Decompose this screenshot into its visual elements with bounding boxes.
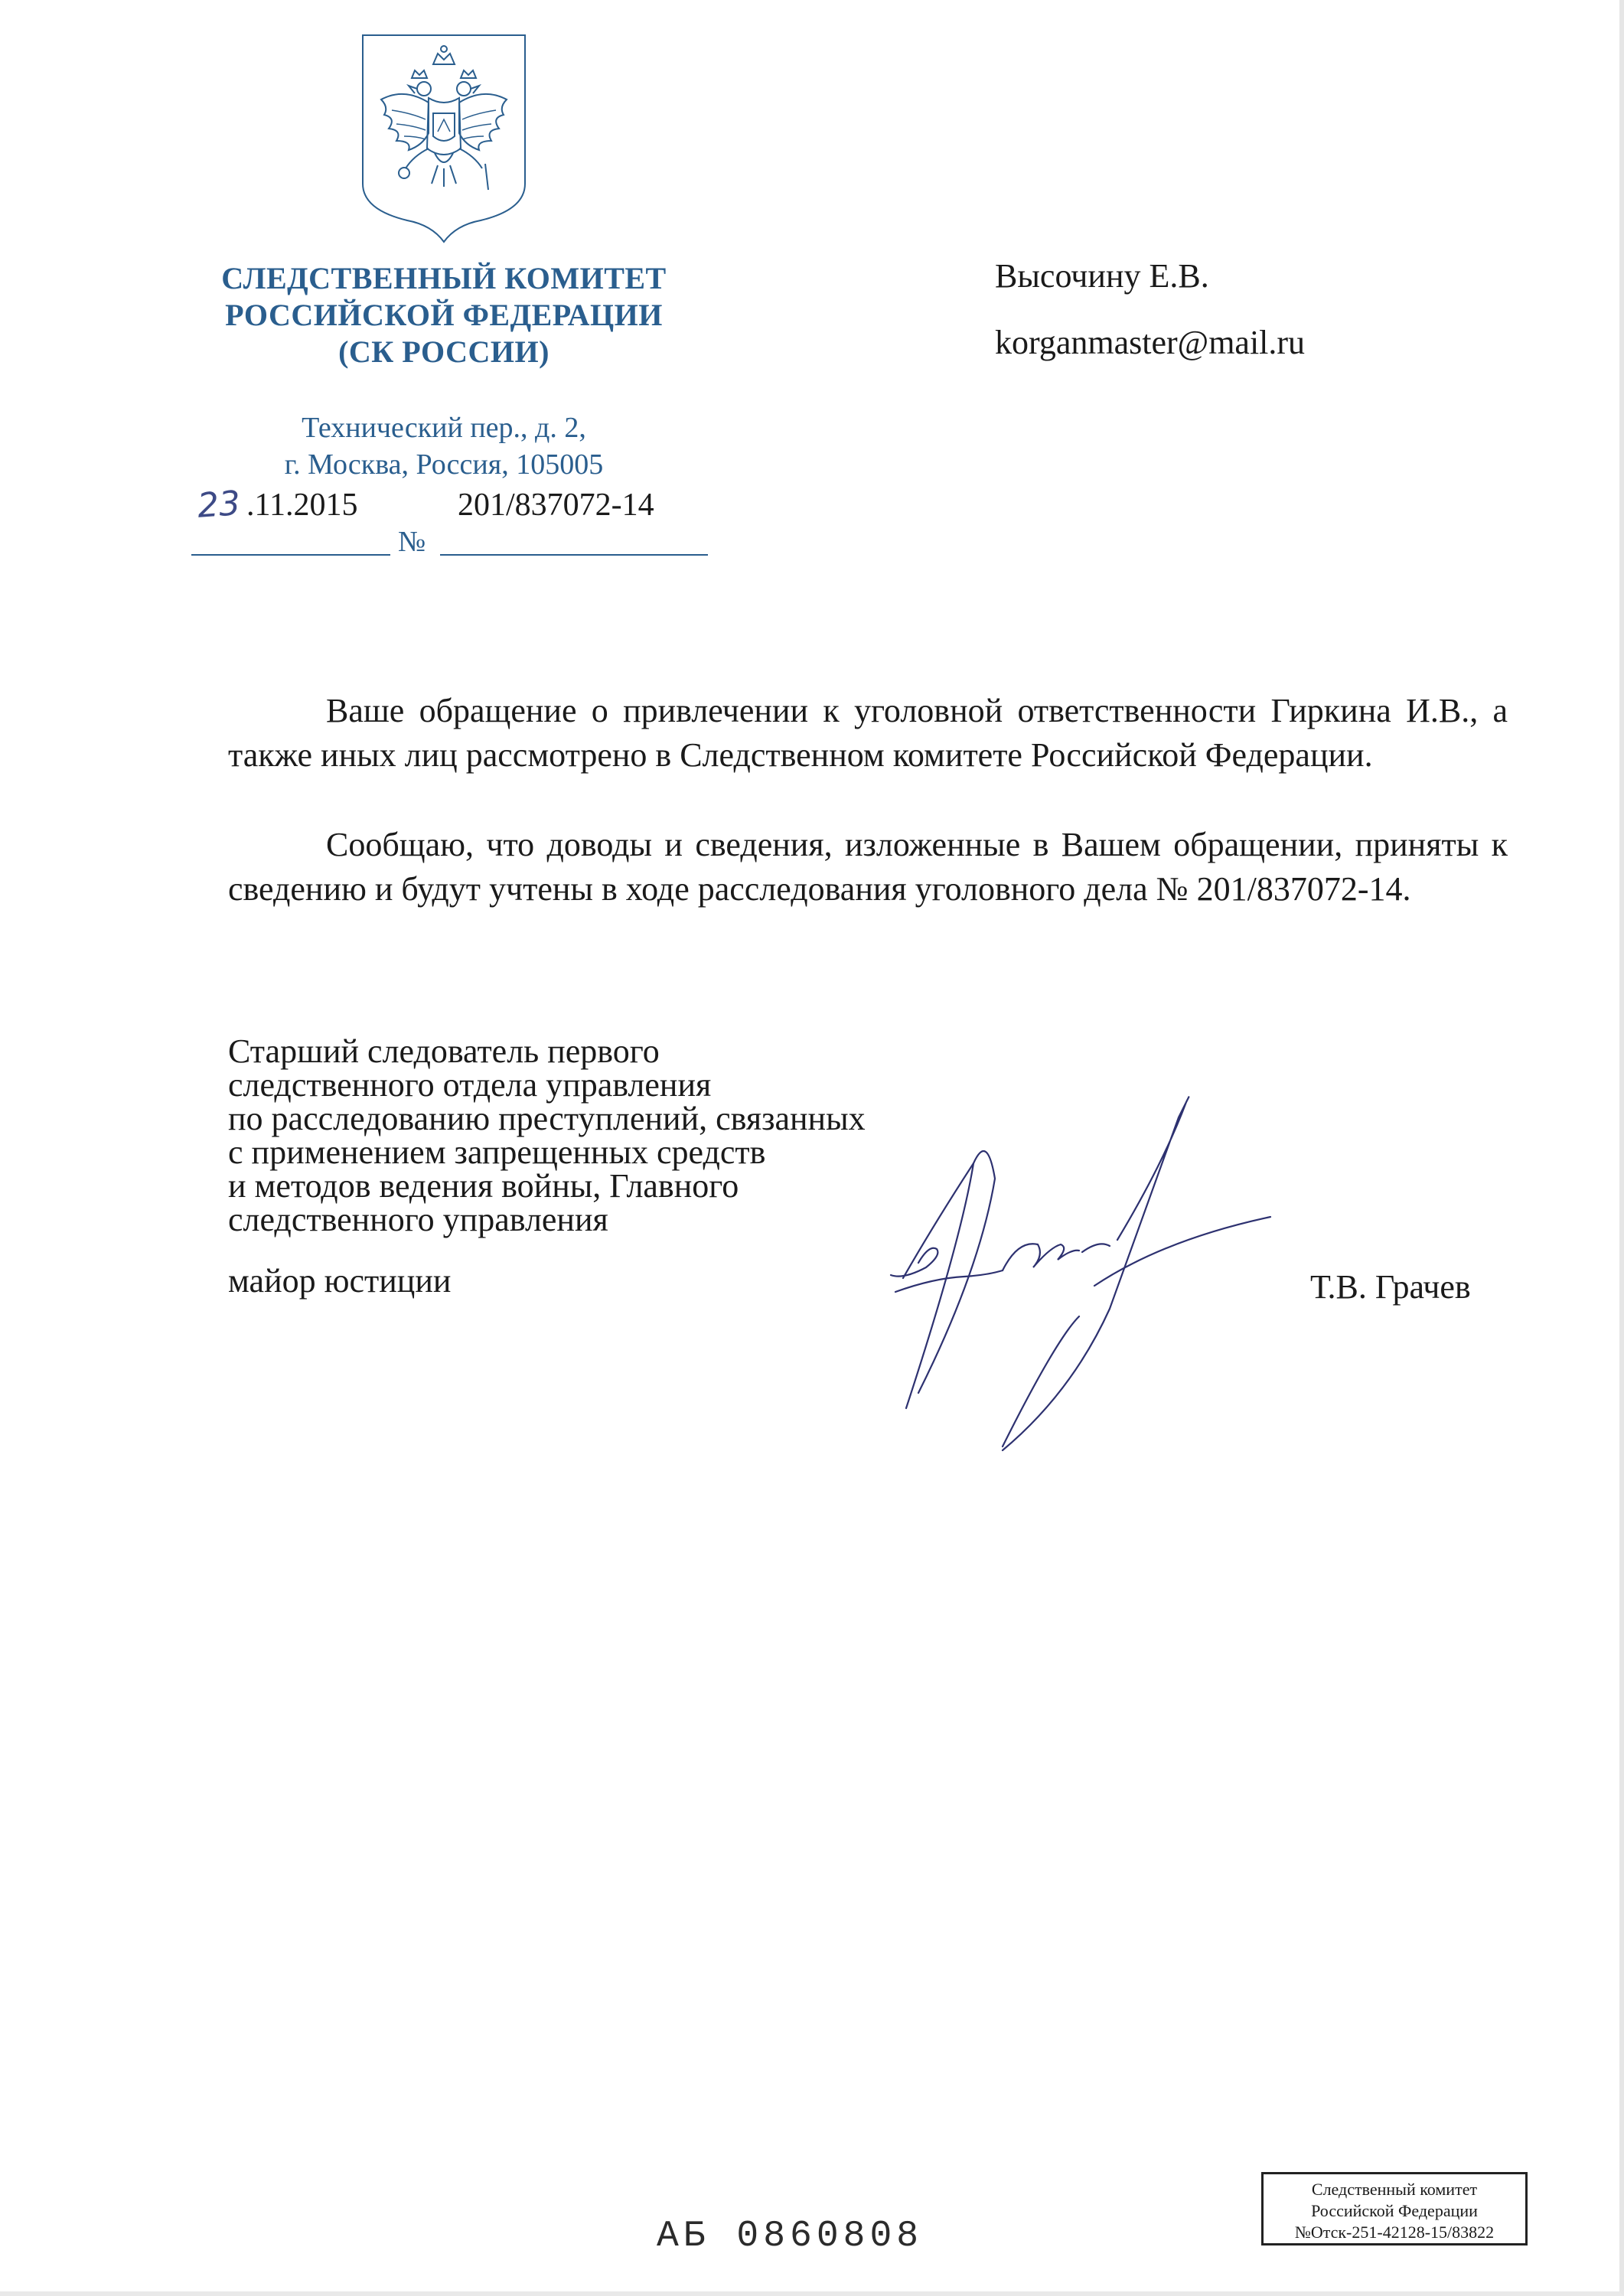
org-name: [138, 260, 750, 370]
document-number: 201/837072-14: [458, 488, 654, 523]
signer-position-line-5: и методов ведения войны, Главного: [228, 1167, 739, 1205]
org-address: [138, 409, 750, 483]
registration-stamp: [1261, 2172, 1528, 2245]
body-paragraph-2: Сообщаю, что доводы и сведения, изложенные в Вашем обращении, приняты к сведению и будут учтены в ходе расследования уголовного дела № 201/837072-14.: [228, 826, 1508, 908]
org-name-line-3: (СК РОССИИ): [338, 334, 549, 369]
address-line-2: г. Москва, Россия, 105005: [284, 448, 604, 481]
signer-position-line-6: следственного управления: [228, 1201, 608, 1238]
body-paragraph-1: Ваше обращение о привлечении к уголовной ответственности Гиркина И.В., а также иных лиц рассмотрено в Следственном комитете Российской Федерации.: [228, 692, 1508, 774]
address-line-1: Технический пер., д. 2,: [302, 412, 586, 444]
addressee-email: korganmaster@mail.ru: [995, 324, 1306, 361]
stamp-line-1: Следственный комитет: [1311, 2180, 1478, 2199]
stamp-line-3: №Отск-251-42128-15/83822: [1294, 2223, 1495, 2242]
stamp-line-2: Российской Федерации: [1311, 2201, 1478, 2220]
signer-position-line-4: с применением запрещенных средств: [228, 1133, 766, 1171]
date-day-handwritten: 23: [196, 484, 242, 526]
signer-rank: майор юстиции: [228, 1262, 452, 1300]
addressee-name: Высочину Е.В.: [995, 257, 1209, 295]
org-name-line-2: РОССИЙСКОЙ ФЕДЕРАЦИИ: [225, 298, 663, 332]
number-sign: №: [398, 526, 426, 558]
signer-name: Т.В. Грачев: [1310, 1268, 1471, 1306]
handwritten-signature-icon: [888, 1087, 1286, 1462]
date-underline: [191, 554, 390, 556]
coat-of-arms-icon: [358, 34, 530, 245]
signer-position-line-3: по расследованию преступлений, связанных: [228, 1100, 866, 1137]
signer-position: [228, 1032, 866, 1238]
org-name-line-1: СЛЕДСТВЕННЫЙ КОМИТЕТ: [221, 261, 667, 295]
signer-position-line-1: Старший следователь первого: [228, 1032, 660, 1070]
form-serial-number: АБ 0860808: [657, 2216, 924, 2257]
number-underline: [440, 554, 708, 556]
signer-position-line-2: следственного отдела управления: [228, 1066, 712, 1104]
date-month-year: .11.2015: [246, 488, 358, 523]
